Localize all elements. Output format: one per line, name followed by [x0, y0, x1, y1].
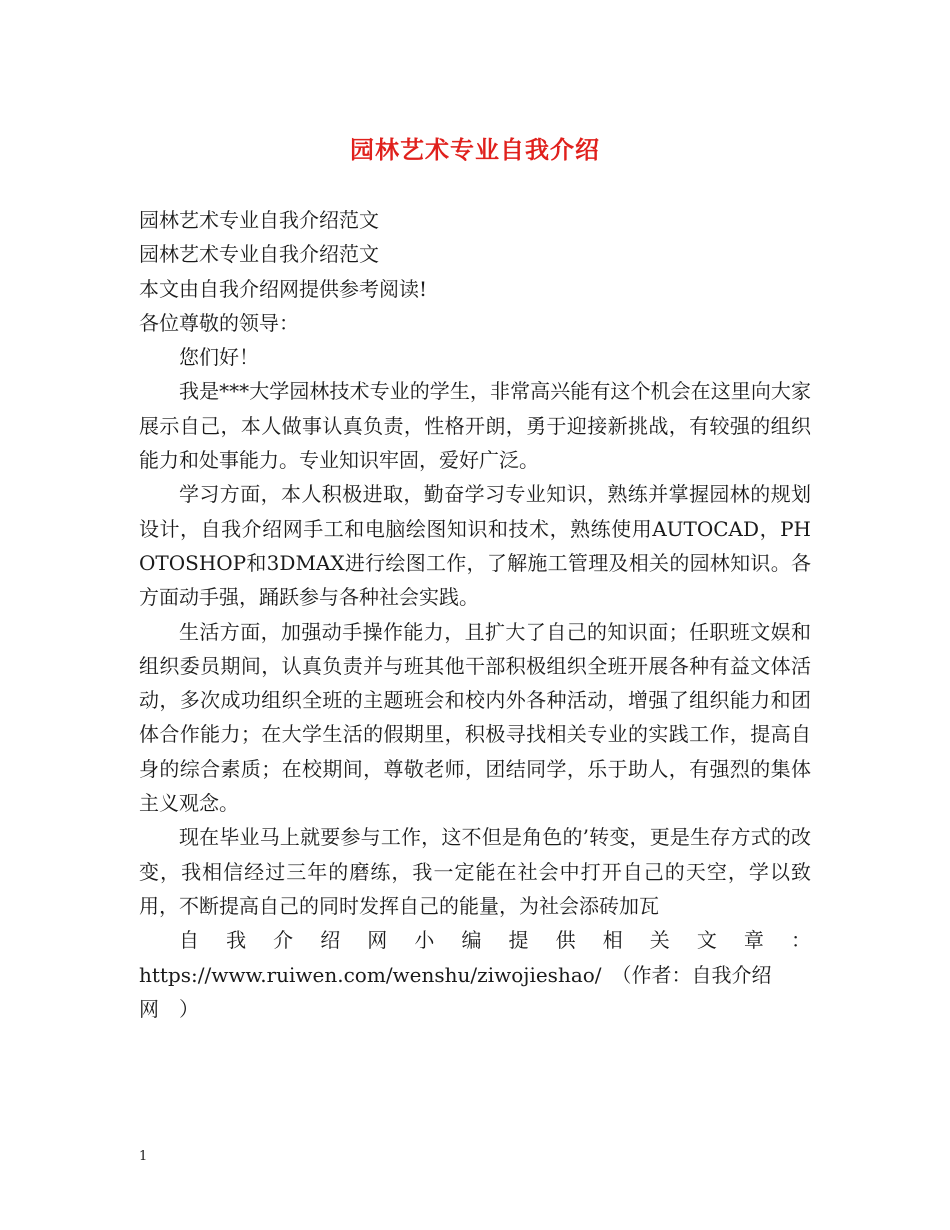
source-note-line: 本文由自我介绍网提供参考阅读! [139, 276, 428, 301]
body-paragraph: 生活方面，加强动手操作能力，且扩大了自己的知识面；任职班文娱和组织委员期间，认真负责并与班其他干部积极组织全班开展各种有益文体活动，多次成功组织全班的主题班会和校内外各种活动，增强了组织能力和团体合作能力；在大学生活的假期里，积极寻找相关专业的实践工作，提高自身的综合素质；在校期间，尊敬老师，团结同学，乐于助人，有强烈的集体主义观念。 [139, 619, 811, 816]
page-number: 1 [139, 1149, 148, 1164]
subtitle-line: 园林艺术专业自我介绍范文 [139, 208, 379, 232]
body-paragraph: 我是***大学园林技术专业的学生，非常高兴能有这个机会在这里向大家展示自己，本人做事认真负责，性格开朗，勇于迎接新挑战，有较强的组织能力和处事能力。专业知识牢固，爱好广泛。 [139, 379, 811, 473]
document-body [139, 203, 811, 1026]
document-title: 园林艺术专业自我介绍 [350, 135, 600, 164]
source-url-line: https://www.ruiwen.com/wenshu/ziwojieshao/ （作者：自我介绍 [139, 962, 772, 987]
body-paragraph: 现在毕业马上就要参与工作，这不但是角色的’转变，更是生存方式的改变，我相信经过三年的磨练，我一定能在社会中打开自己的天空，学以致用，不断提高自己的同时发挥自己的能量，为社会添砖加瓦 [139, 825, 811, 918]
source-credit-line: 自我介绍网小编提供相关文章： [179, 928, 811, 953]
subtitle-line: 园林艺术专业自我介绍范文 [139, 242, 379, 267]
salutation-line: 各位尊敬的领导： [139, 310, 299, 335]
source-credit-end: 网 ） [139, 996, 199, 1021]
body-paragraph: 学习方面，本人积极进取，勤奋学习专业知识，熟练并掌握园林的规划设计，自我介绍网手工和电脑绘图知识和技术，熟练使用AUTOCAD，PHOTOSHOP和3DMAX进行绘图工作，了解施工管理及相关的园林知识。各方面动手强，踊跃参与各种社会实践。 [139, 482, 811, 610]
greeting-line: 您们好！ [179, 345, 259, 370]
